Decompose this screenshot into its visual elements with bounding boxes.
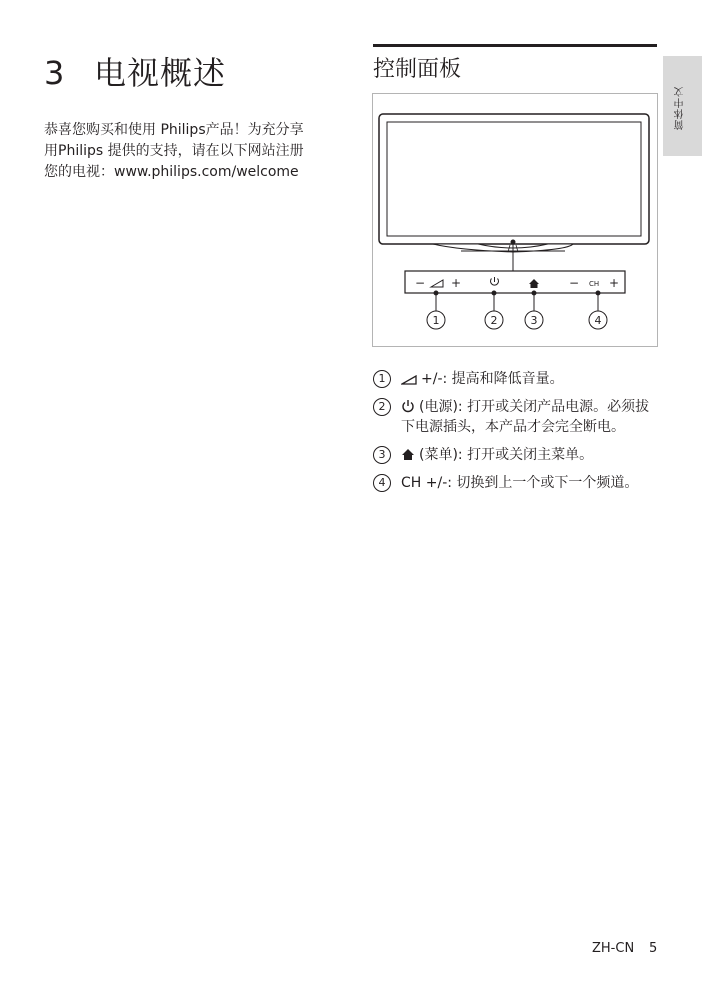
legend-marker: 3	[373, 446, 391, 464]
section-title: 控制面板	[373, 57, 462, 82]
callout-3-label: 3	[530, 314, 538, 327]
legend-marker: 1	[373, 370, 391, 388]
volume-icon	[401, 369, 417, 389]
language-tab-label: 简体中文	[675, 86, 686, 130]
callout-2-label: 2	[490, 314, 498, 327]
control-panel-figure	[372, 93, 658, 347]
legend-marker: 4	[373, 474, 391, 492]
panel-channel-plus: +	[609, 276, 620, 290]
tv-illustration	[373, 94, 657, 346]
language-tab	[663, 56, 702, 156]
legend-marker: 2	[373, 398, 391, 416]
chapter-heading	[44, 48, 226, 94]
legend-text: (菜单): 打开或关闭主菜单。	[419, 447, 594, 463]
intro-line-2: 用Philips 提供的支持，请在以下网站注册	[44, 143, 304, 159]
legend-item	[373, 473, 663, 493]
section-rule	[373, 44, 657, 47]
legend-text: +/-: 提高和降低音量。	[421, 371, 564, 387]
panel-ch-label: CH	[589, 280, 600, 288]
panel-volume-minus: −	[415, 276, 426, 290]
legend-item	[373, 445, 663, 465]
chapter-number: 3	[44, 54, 66, 92]
callout-1-label: 1	[432, 314, 440, 327]
control-legend	[373, 369, 663, 501]
intro-line-3: 您的电视：www.philips.com/welcome	[44, 164, 299, 180]
legend-item	[373, 369, 663, 389]
sensor-dot	[511, 240, 516, 245]
footer-page-number: 5	[649, 941, 658, 956]
panel-volume-plus: +	[451, 276, 462, 290]
power-icon	[401, 397, 415, 417]
legend-text: CH +/-: 切换到上一个或下一个频道。	[401, 475, 639, 491]
chapter-title: 电视概述	[94, 54, 227, 92]
intro-paragraph	[44, 120, 334, 183]
legend-text: (电源): 打开或关闭产品电源。必须拔	[419, 399, 650, 415]
callout-4-label: 4	[594, 314, 602, 327]
legend-item	[373, 397, 663, 437]
footer-language-code: ZH-CN	[592, 941, 635, 956]
legend-text-continued: 下电源插头，本产品才会完全断电。	[401, 419, 625, 435]
tv-screen	[387, 122, 641, 236]
home-icon	[401, 445, 415, 465]
panel-channel-minus: −	[569, 276, 580, 290]
intro-line-1: 恭喜您购买和使用 Philips产品！为充分享	[44, 122, 304, 138]
